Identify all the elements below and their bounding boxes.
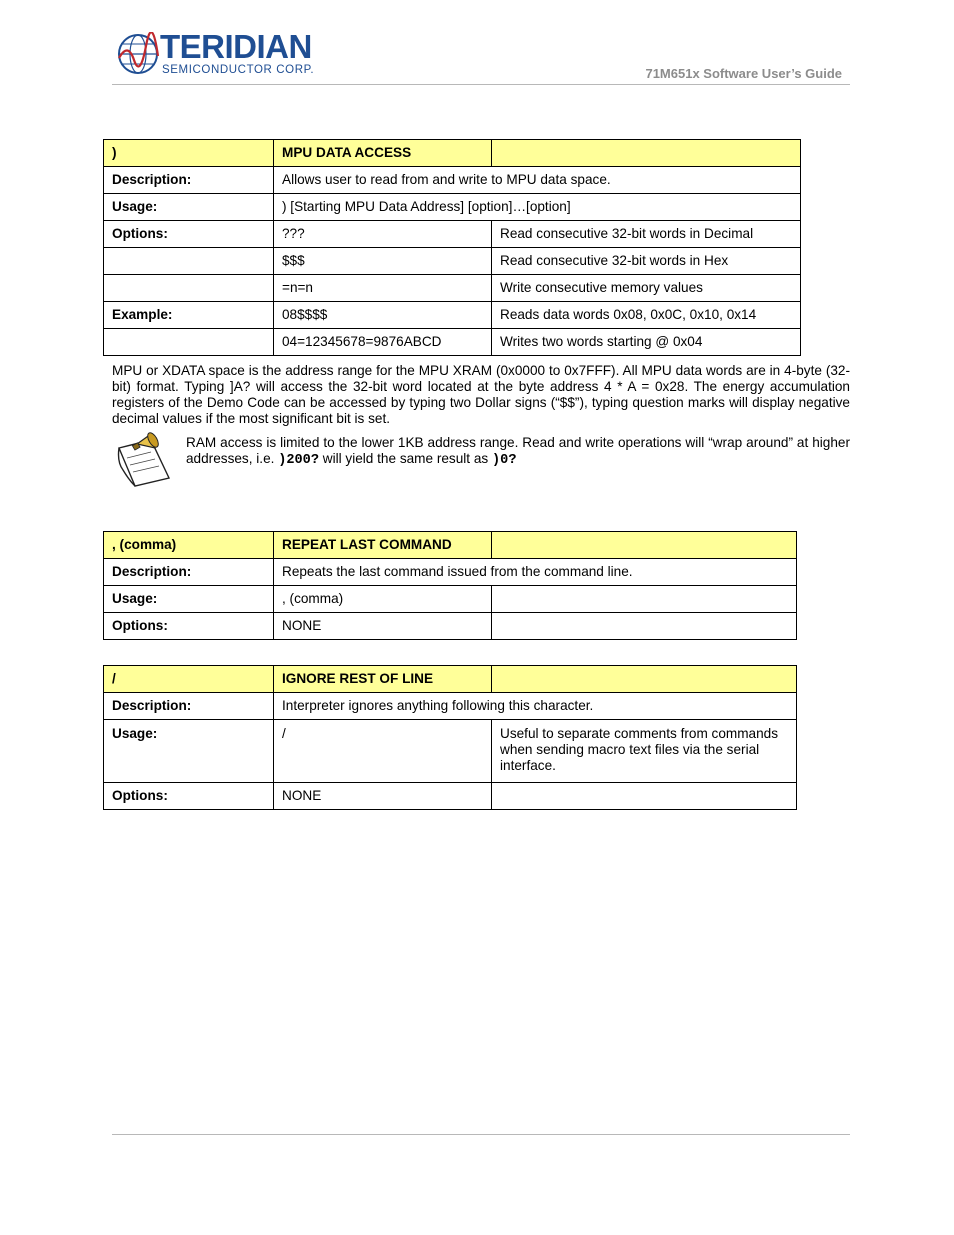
row-label xyxy=(104,329,274,356)
repeat-last-command-table xyxy=(103,531,797,640)
row-label xyxy=(104,275,274,302)
table-row xyxy=(104,586,797,613)
command-char: , (comma) xyxy=(104,532,274,559)
option-code: =n=n xyxy=(274,275,492,302)
command-char: ) xyxy=(104,140,274,167)
note-text-part2: will yield the same result as xyxy=(318,451,492,466)
header-rule xyxy=(112,84,850,85)
table-row xyxy=(104,221,801,248)
description-label: Description: xyxy=(104,167,274,194)
table-row xyxy=(104,167,801,194)
options-blank xyxy=(492,783,797,810)
globe-logo-icon xyxy=(116,32,160,80)
usage-text: , (comma) xyxy=(274,586,492,613)
note-code-2: )0? xyxy=(492,453,517,468)
mpu-data-access-table xyxy=(103,139,801,356)
table-row xyxy=(104,329,801,356)
table-row xyxy=(104,783,797,810)
option-code: ??? xyxy=(274,221,492,248)
table-row xyxy=(104,613,797,640)
description-text: Interpreter ignores anything following this character. xyxy=(274,693,797,720)
description-text: Repeats the last command issued from the command line. xyxy=(274,559,797,586)
option-description: Reads data words 0x08, 0x0C, 0x10, 0x14 xyxy=(492,302,801,329)
table-row xyxy=(104,720,797,783)
command-name: MPU DATA ACCESS xyxy=(274,140,492,167)
option-code: $$$ xyxy=(274,248,492,275)
options-label: Options: xyxy=(104,783,274,810)
note-megaphone-icon xyxy=(113,426,175,488)
description-text: Allows user to read from and write to MPU data space. xyxy=(274,167,801,194)
options-label: Options: xyxy=(104,613,274,640)
note-text-part1: RAM access is limited to the lower 1KB address range. Read and write operations will “wrap around” at higher addresses, i.e. xyxy=(186,435,850,466)
row-label: Example: xyxy=(104,302,274,329)
table-header-row xyxy=(104,140,801,167)
row-label: Options: xyxy=(104,221,274,248)
table-row xyxy=(104,194,801,221)
body-paragraph: MPU or XDATA space is the address range for the MPU XRAM (0x0000 to 0x7FFF). All MPU data words are in 4-byte (32-bit) format. Typing ]A? will access the 32-bit word located at the byte address 4 * A = 0x28. The energy accumulation registers of the Demo Code can be accessed by typing two Dollar signs (“$$”), typing question marks will display negative decimal values if the most significant bit is set. xyxy=(112,363,850,426)
option-code: 08$$$$ xyxy=(274,302,492,329)
document-title: 71M651x Software User’s Guide xyxy=(645,66,842,81)
note-text xyxy=(186,435,850,469)
logo-subtitle: SEMICONDUCTOR CORP. xyxy=(162,64,315,76)
header-blank xyxy=(492,666,797,693)
usage-label: Usage: xyxy=(104,194,274,221)
row-label xyxy=(104,248,274,275)
command-name: IGNORE REST OF LINE xyxy=(274,666,492,693)
table-row xyxy=(104,559,797,586)
option-description: Writes two words starting @ 0x04 xyxy=(492,329,801,356)
usage-text: / xyxy=(274,720,492,783)
description-label: Description: xyxy=(104,559,274,586)
options-blank xyxy=(492,613,797,640)
table-row xyxy=(104,248,801,275)
table-header-row xyxy=(104,666,797,693)
option-description: Read consecutive 32-bit words in Decimal xyxy=(492,221,801,248)
command-char: / xyxy=(104,666,274,693)
options-text: NONE xyxy=(274,613,492,640)
header-blank xyxy=(492,140,801,167)
table-row xyxy=(104,693,797,720)
usage-label: Usage: xyxy=(104,720,274,783)
note-code-1: )200? xyxy=(278,453,319,468)
option-description: Write consecutive memory values xyxy=(492,275,801,302)
header-blank xyxy=(492,532,797,559)
usage-text: ) [Starting MPU Data Address] [option]…[option] xyxy=(274,194,801,221)
footer-rule xyxy=(112,1134,850,1135)
command-name: REPEAT LAST COMMAND xyxy=(274,532,492,559)
table-header-row xyxy=(104,532,797,559)
option-description: Read consecutive 32-bit words in Hex xyxy=(492,248,801,275)
usage-note: Useful to separate comments from commands when sending macro text files via the serial interface. xyxy=(492,720,797,783)
usage-label: Usage: xyxy=(104,586,274,613)
usage-blank xyxy=(492,586,797,613)
table-row xyxy=(104,275,801,302)
description-label: Description: xyxy=(104,693,274,720)
teridian-logo xyxy=(116,30,321,80)
options-text: NONE xyxy=(274,783,492,810)
ignore-rest-of-line-table xyxy=(103,665,797,810)
option-code: 04=12345678=9876ABCD xyxy=(274,329,492,356)
table-row xyxy=(104,302,801,329)
logo-wordmark: TERIDIAN xyxy=(160,28,312,65)
